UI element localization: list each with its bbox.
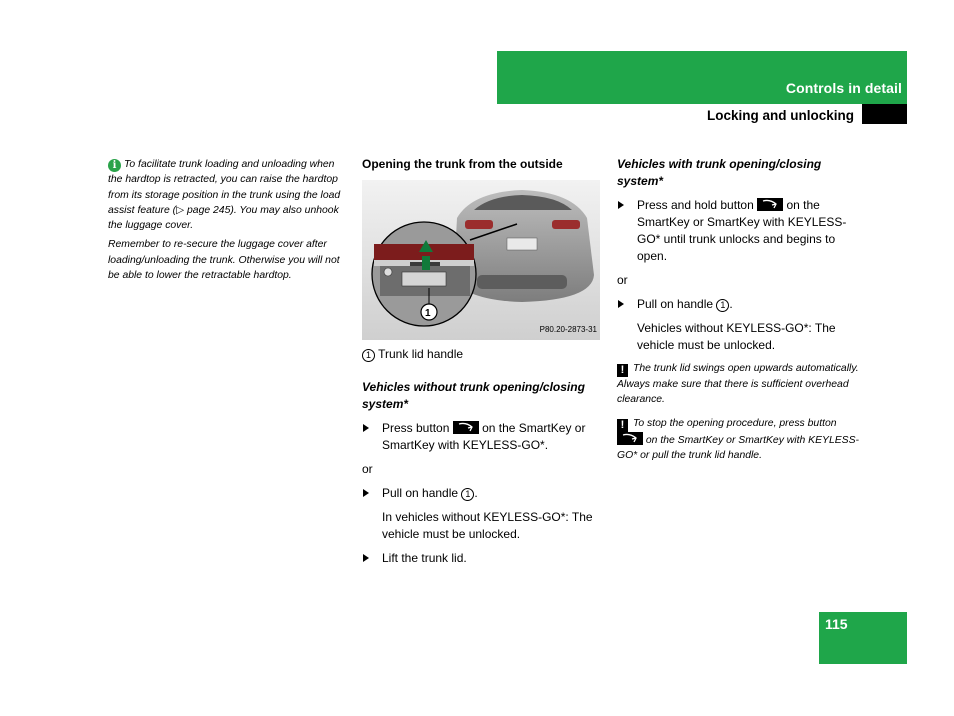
callout-number: 1 <box>461 488 474 501</box>
subheading-without-system: Vehicles without trunk opening/closing system* <box>362 380 585 411</box>
info-note <box>108 157 348 233</box>
column-opening-outside <box>362 156 602 574</box>
step-sub-note: Vehicles without KEYLESS-GO*: The vehicle must be unlocked. <box>637 321 836 352</box>
car-rear-image <box>362 180 600 340</box>
trunk-key-button-icon <box>757 198 783 211</box>
bullet-triangle-icon <box>618 201 624 209</box>
or-text: or <box>362 462 373 476</box>
chapter-title: Controls in detail <box>785 80 902 96</box>
page-number: 115 <box>825 616 848 632</box>
step-press-hold <box>617 197 862 265</box>
step-text: Pull on handle <box>382 486 459 500</box>
warning-icon: ! <box>617 364 628 377</box>
step-text: Press and hold button <box>637 198 754 212</box>
step-text: Lift the trunk lid. <box>382 551 467 565</box>
warning-text: The trunk lid swings open upwards automatically. Always make sure that there is sufficient overhead clearance. <box>617 363 859 406</box>
info-icon: i <box>108 159 121 172</box>
section-marker <box>862 104 907 124</box>
bullet-triangle-icon <box>618 300 624 308</box>
figure-callout-1: 1 <box>425 308 431 319</box>
or-text: or <box>617 273 628 287</box>
step-text: Pull on handle <box>637 297 714 311</box>
step-press-button <box>362 420 602 454</box>
step-text-2: on the SmartKey or SmartKey with KEYLESS-GO*. <box>382 421 586 452</box>
bullet-triangle-icon <box>363 424 369 432</box>
step-text-2: on the SmartKey or SmartKey with KEYLESS-GO* until trunk unlocks and begins to open. <box>637 198 847 263</box>
warning-icon: ! <box>617 419 628 432</box>
warning-text: To stop the opening procedure, press button <box>633 417 837 429</box>
step-sub-note: In vehicles without KEYLESS-GO*: The vehicle must be unlocked. <box>382 510 593 541</box>
step-text: Press button <box>382 421 450 435</box>
bullet-triangle-icon <box>363 554 369 562</box>
warning-note <box>617 361 862 408</box>
header-band <box>497 51 907 104</box>
subheading-with-system: Vehicles with trunk opening/closing system* <box>617 157 822 188</box>
warning-note-2 <box>617 416 862 464</box>
step-period: . <box>474 486 478 500</box>
info-note-2: Remember to re-secure the luggage cover after loading/unloading the trunk. Otherwise you will not be able to lower the retractable hardtop. <box>108 239 340 282</box>
trunk-key-button-icon <box>617 432 643 445</box>
step-period: . <box>729 297 733 311</box>
step-lift-lid <box>362 550 602 567</box>
figure-caption <box>362 346 602 363</box>
callout-number: 1 <box>362 349 375 362</box>
bullet-triangle-icon <box>363 489 369 497</box>
trunk-illustration <box>362 180 600 340</box>
trunk-key-button-icon <box>453 421 479 434</box>
step-pull-handle <box>617 296 862 313</box>
column-with-system <box>617 156 862 467</box>
section-title: Locking and unlocking <box>706 108 854 123</box>
step-pull-handle <box>362 485 602 502</box>
caption-text: Trunk lid handle <box>378 347 464 361</box>
column-notes <box>108 157 348 287</box>
figure-code: P80.20-2873-31 <box>539 325 597 334</box>
section-heading: Opening the trunk from the outside <box>362 157 563 171</box>
callout-number: 1 <box>716 299 729 312</box>
info-note-text: To facilitate trunk loading and unloading when the hardtop is retracted, you can raise the hardtop from its storage position in the trunk using the load assist feature (▷ page 245). You may also unhook the luggage cover. <box>108 159 341 232</box>
warning-text-2: on the SmartKey or SmartKey with KEYLESS-GO* or pull the trunk lid handle. <box>617 434 859 461</box>
